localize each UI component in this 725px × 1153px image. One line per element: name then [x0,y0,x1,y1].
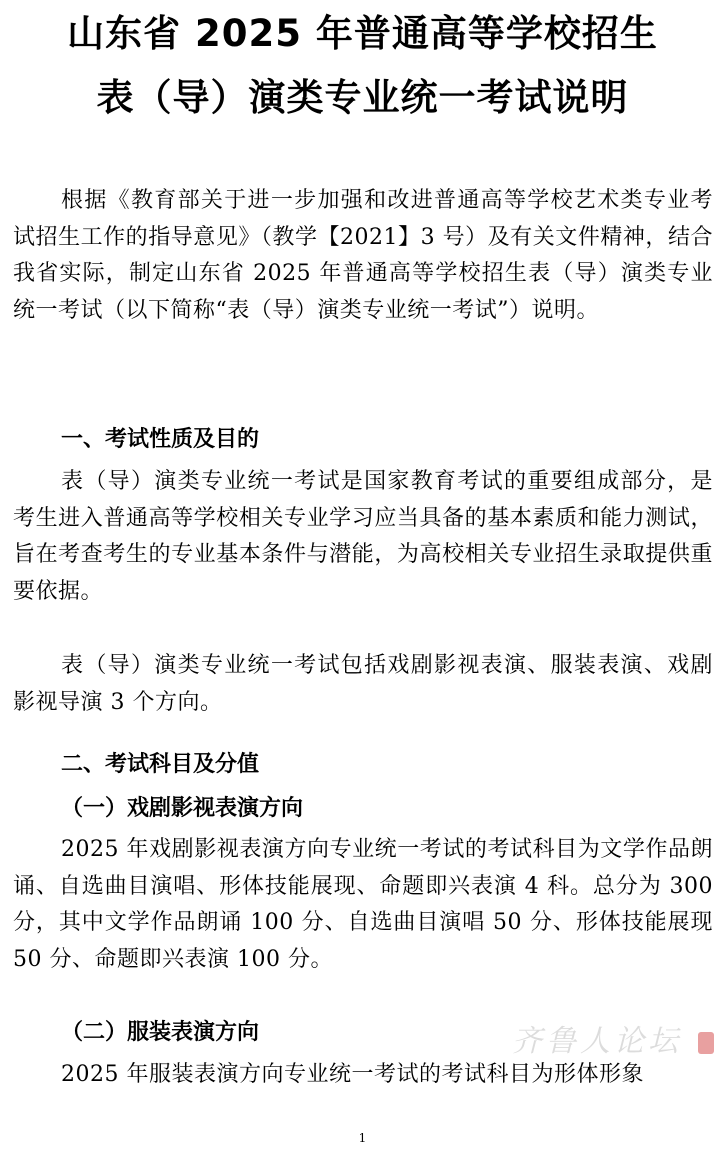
page-number: 1 [358,1131,367,1145]
section-nature-paragraph-2: 表（导）演类专业统一考试包括戏剧影视表演、服装表演、戏剧影视导演 3 个方向。 [13,653,713,715]
section-heading-subjects: 二、考试科目及分值 [61,752,260,777]
subsection-heading-fashion: （二）服装表演方向 [61,1020,260,1045]
subsection-fashion-paragraph: 2025 年服装表演方向专业统一考试的考试科目为形体形象 [61,1062,644,1087]
document-title-line2: 表（导）演类专业统一考试说明 [96,76,629,119]
intro-paragraph: 根据《教育部关于进一步加强和改进普通高等学校艺术类专业考试招生工作的指导意见》（教学【2021】3 号）及有关文件精神，结合我省实际，制定山东省 2025 年普通高等学校招生表（导）演类专业统一考试（以下简称“表（导）演类专业统一考试”）说明。 [13,188,713,323]
watermark-seal-icon [698,1032,714,1054]
section-nature-paragraph-1: 表（导）演类专业统一考试是国家教育考试的重要组成部分，是考生进入普通高等学校相关专业学习应当具备的基本素质和能力测试，旨在考查考生的专业基本条件与潜能，为高校相关专业招生录取提供重要依据。 [13,469,713,604]
section-heading-nature: 一、考试性质及目的 [61,427,260,452]
forum-watermark [512,1022,712,1062]
subsection-drama-paragraph: 2025 年戏剧影视表演方向专业统一考试的考试科目为文学作品朗诵、自选曲目演唱、形体技能展现、命题即兴表演 4 科。总分为 300 分，其中文学作品朗诵 100 分、自选曲目演唱 50 分、形体技能展现 50 分、命题即兴表演 100 分。 [13,837,713,972]
watermark-text: 齐鲁人论坛 [512,1024,682,1059]
document-title-line1: 山东省 2025 年普通高等学校招生 [67,12,658,55]
subsection-heading-drama: （一）戏剧影视表演方向 [61,796,304,821]
